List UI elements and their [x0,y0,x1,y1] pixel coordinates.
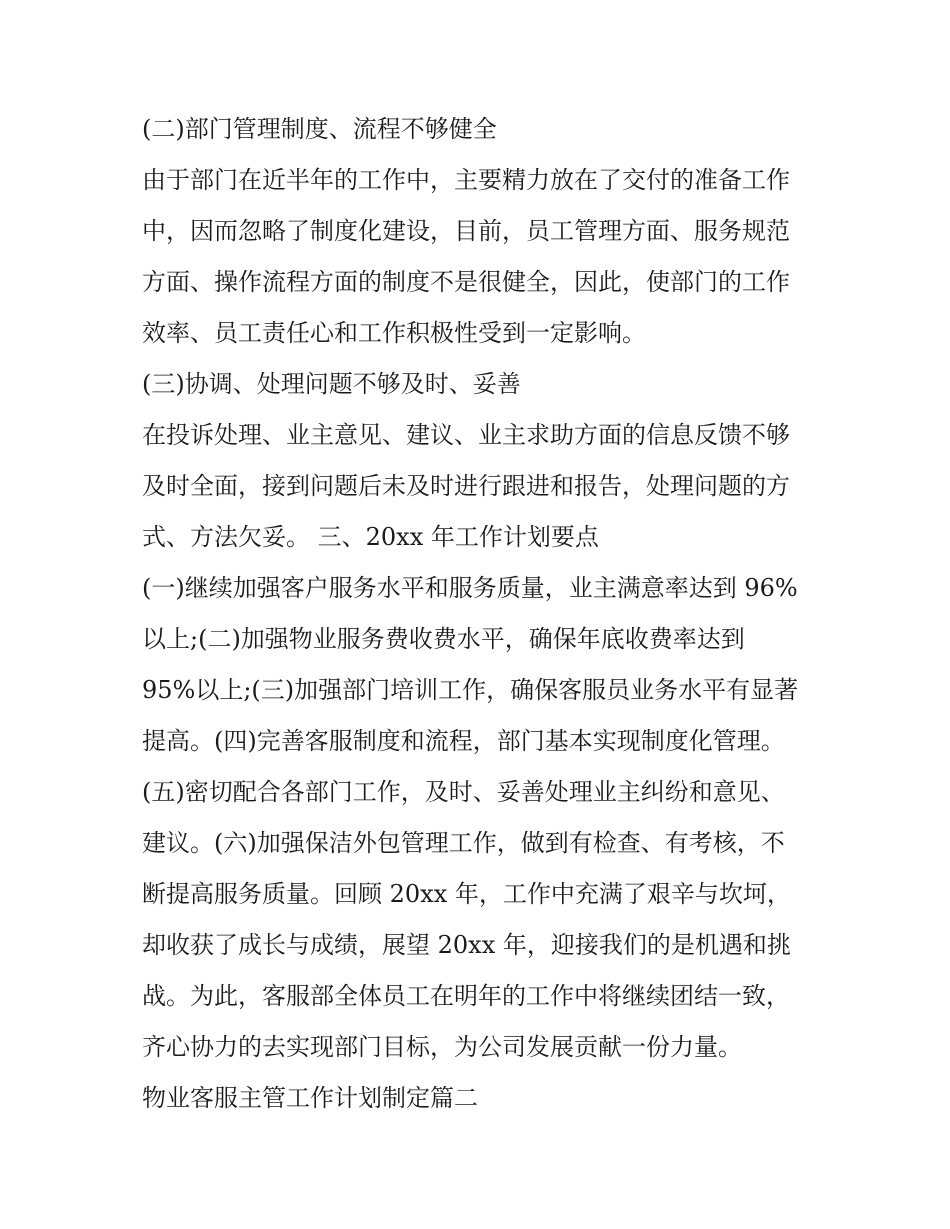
paragraph-line: 中，因而忽略了制度化建设，目前，员工管理方面、服务规范 [142,217,790,245]
closing-line: 齐心协力的去实现部门目标，为公司发展贡献一份力量。 [142,1033,742,1061]
paragraph-line: 及时全面，接到问题后未及时进行跟进和报告，处理问题的方 [142,472,790,500]
section-heading-2: (二)部门管理制度、流程不够健全 [142,115,497,143]
plan-item-line: 以上;(二)加强物业服务费收费水平，确保年底收费率达到 [142,625,745,653]
plan-item-line: (一)继续加强客户服务水平和服务质量，业主满意率达到 96% [142,574,798,602]
closing-line: 战。为此，客服部全体员工在明年的工作中将继续团结一致， [142,982,790,1010]
plan-item-line: 提高。(四)完善客服制度和流程，部门基本实现制度化管理。 [142,727,785,755]
closing-line: 却收获了成长与成绩，展望 20xx 年，迎接我们的是机遇和挑 [142,931,791,959]
paragraph-line: 由于部门在近半年的工作中，主要精力放在了交付的准备工作 [142,166,790,194]
plan-item-line: 建议。(六)加强保洁外包管理工作，做到有检查、有考核，不 [142,829,785,857]
paragraph-line: 效率、员工责任心和工作积极性受到一定影响。 [142,319,646,347]
section-heading-3: (三)协调、处理问题不够及时、妥善 [142,370,521,398]
paragraph-line: 在投诉处理、业主意见、建议、业主求助方面的信息反馈不够 [142,421,790,449]
plan-item-line: 95%以上;(三)加强部门培训工作，确保客服员业务水平有显著 [142,676,799,704]
next-article-title: 物业客服主管工作计划制定篇二 [142,1084,478,1112]
paragraph-line: 式、方法欠妥。 三、20xx 年工作计划要点 [142,523,599,551]
paragraph-line: 方面、操作流程方面的制度不是很健全，因此，使部门的工作 [142,268,790,296]
closing-line: 断提高服务质量。回顾 20xx 年，工作中充满了艰辛与坎坷， [142,880,791,908]
plan-item-line: (五)密切配合各部门工作，及时、妥善处理业主纠纷和意见、 [142,778,785,806]
